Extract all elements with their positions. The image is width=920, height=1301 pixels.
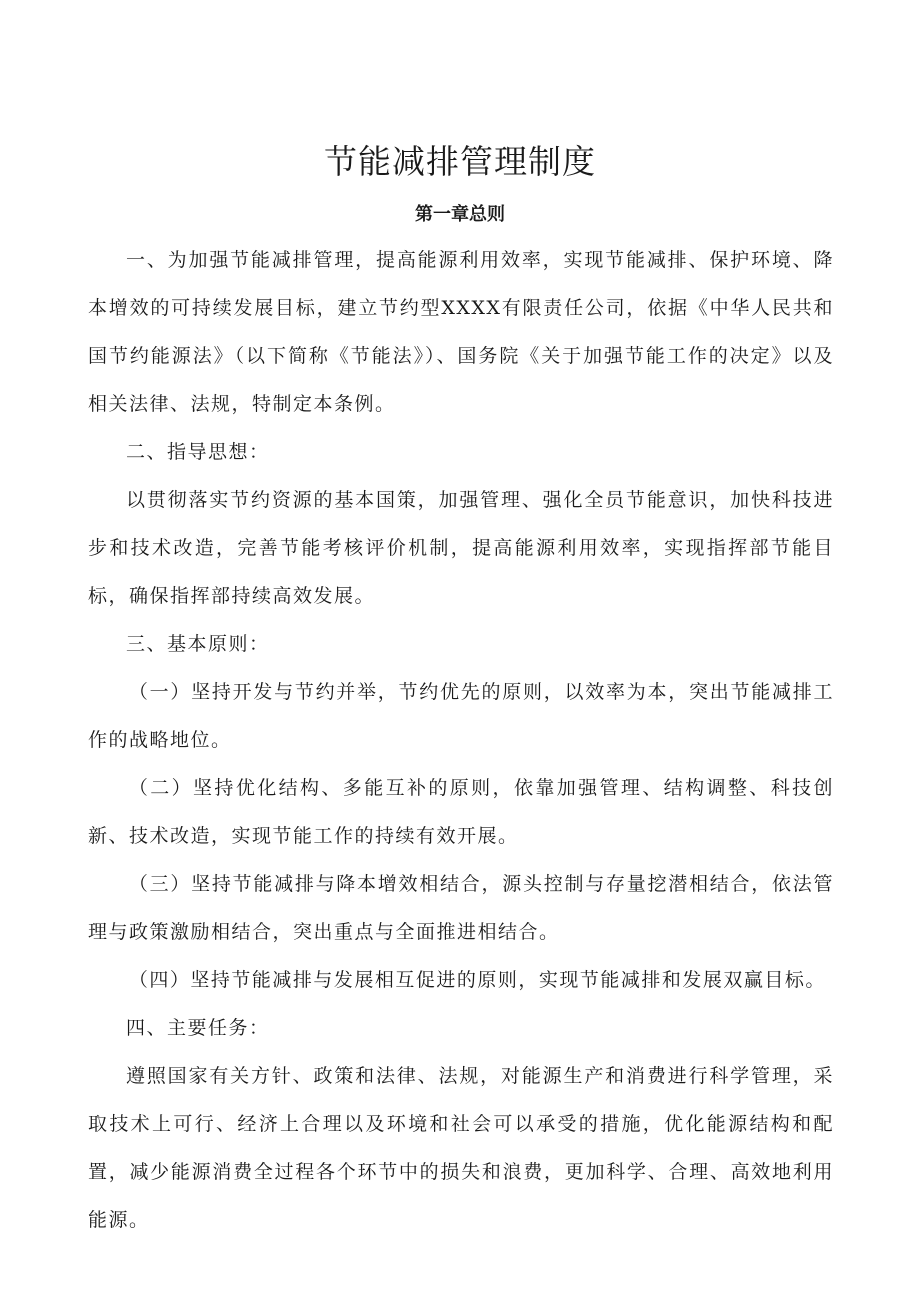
document-body bbox=[88, 236, 834, 1244]
paragraph-principle-3: （三）坚持节能减排与降本增效相结合，源头控制与存量挖潜相结合，依法管理与政策激励相结合，突出重点与全面推进相结合。 bbox=[88, 873, 834, 943]
paragraph-purpose: 一、为加强节能减排管理，提高能源利用效率，实现节能减排、保护环境、降本增效的可持续发展目标，建立节约型XXXX有限责任公司，依据《中华人民共和国节约能源法》（以下简称《节能法》）、国务院《关于加强节能工作的决定》以及相关法律、法规，特制定本条例。 bbox=[88, 249, 834, 415]
paragraph-principle-1: （一）坚持开发与节约并举，节约优先的原则，以效率为本，突出节能减排工作的战略地位。 bbox=[88, 681, 834, 751]
paragraph-principle-4: （四）坚持节能减排与发展相互促进的原则，实现节能减排和发展双赢目标。 bbox=[128, 969, 826, 991]
paragraph-tasks-heading: 四、主要任务： bbox=[126, 1017, 270, 1039]
document-title: 节能减排管理制度 bbox=[324, 142, 596, 181]
paragraph-principles-heading: 三、基本原则： bbox=[126, 633, 270, 655]
chapter-heading: 第一章总则 bbox=[415, 204, 505, 225]
paragraph-principle-2: （二）坚持优化结构、多能互补的原则，依靠加强管理、结构调整、科技创新、技术改造，实现节能工作的持续有效开展。 bbox=[88, 777, 834, 847]
paragraph-tasks-text: 遵照国家有关方针、政策和法律、法规，对能源生产和消费进行科学管理，采取技术上可行、经济上合理以及环境和社会可以承受的措施，优化能源结构和配置，减少能源消费全过程各个环节中的损失和浪费，更加科学、合理、高效地利用能源。 bbox=[88, 1065, 834, 1231]
paragraph-guiding-heading: 二、指导思想： bbox=[126, 441, 270, 463]
paragraph-guiding-text: 以贯彻落实节约资源的基本国策，加强管理、强化全员节能意识，加快科技进步和技术改造，完善节能考核评价机制，提高能源利用效率，实现指挥部节能目标，确保指挥部持续高效发展。 bbox=[88, 489, 834, 607]
